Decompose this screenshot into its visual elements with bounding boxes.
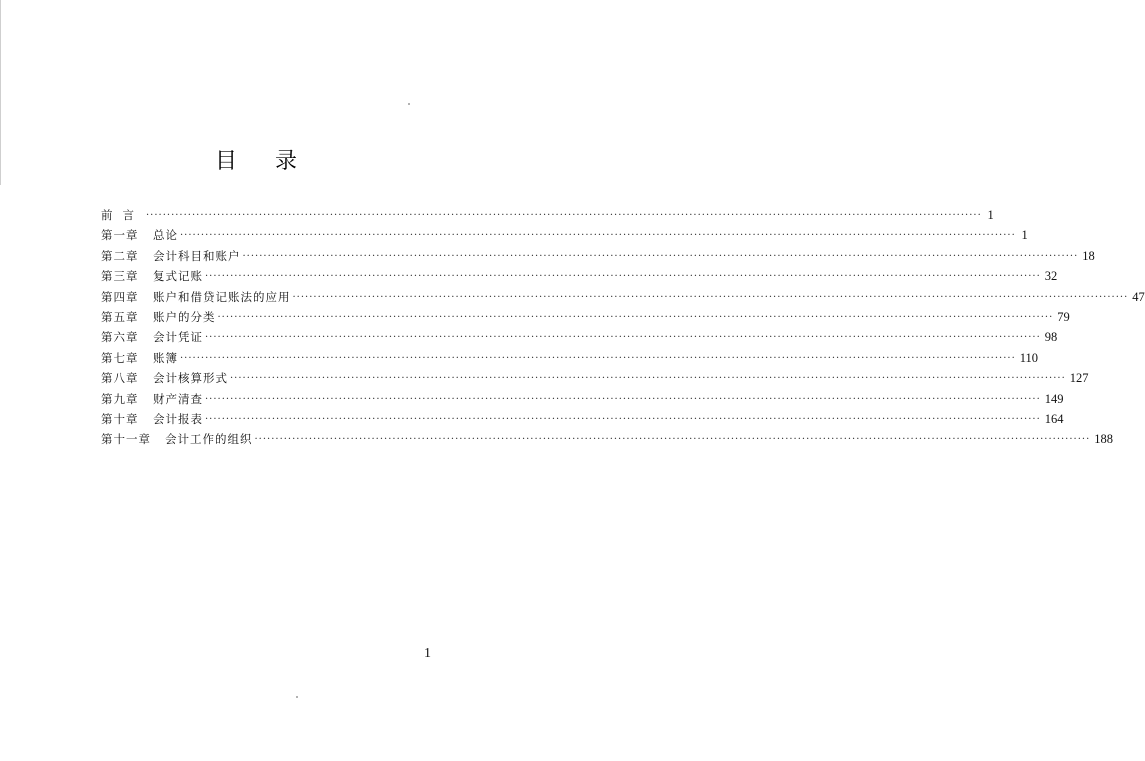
page-title bbox=[0, 145, 505, 179]
toc-entry bbox=[101, 248, 1095, 268]
toc-leader-dots: ········································································································································································································ bbox=[180, 352, 1016, 364]
toc-chapter-label: 第五章 bbox=[101, 309, 139, 324]
toc-chapter-title: 会计核算形式 bbox=[153, 371, 228, 386]
toc-chapter-title: 财产清查 bbox=[153, 391, 203, 406]
toc-entry bbox=[101, 309, 1070, 329]
toc-leader-dots: ········································································································································································································ bbox=[205, 332, 1041, 344]
page-number: 1 bbox=[424, 646, 431, 661]
toc-entry bbox=[101, 268, 1058, 288]
toc-chapter-label: 第七章 bbox=[101, 350, 139, 365]
toc-chapter-label: 第十章 bbox=[101, 411, 139, 426]
title-char-1: 目 bbox=[215, 149, 238, 174]
toc-leader-dots: ········································································································································································································ bbox=[292, 291, 1129, 303]
toc-chapter-label: 第二章 bbox=[101, 248, 139, 263]
toc-chapter-label: 第九章 bbox=[101, 391, 139, 406]
toc-leader-dots: ········································································································································································································ bbox=[205, 393, 1041, 405]
toc-page-number: 188 bbox=[1094, 432, 1113, 447]
toc-page-number: 149 bbox=[1044, 391, 1064, 406]
toc-leader-dots: ········································································································································································································ bbox=[205, 413, 1041, 425]
toc-chapter-title: 复式记账 bbox=[153, 269, 203, 284]
scan-speck bbox=[408, 103, 410, 105]
toc-entry bbox=[101, 431, 1113, 451]
toc-chapter-title: 会计工作的组织 bbox=[165, 432, 253, 447]
toc-page-number: 164 bbox=[1044, 411, 1064, 426]
scan-speck bbox=[296, 696, 298, 698]
toc-leader-dots: ········································································································································································································ bbox=[230, 373, 1066, 385]
toc-entry bbox=[101, 227, 1028, 247]
toc-entry bbox=[101, 329, 1058, 349]
toc-page-number: 79 bbox=[1057, 309, 1070, 324]
toc-entry bbox=[101, 289, 1145, 309]
toc-chapter-title: 会计凭证 bbox=[153, 330, 203, 345]
toc-page-number: 32 bbox=[1044, 269, 1058, 284]
toc-chapter-label: 第一章 bbox=[101, 228, 139, 243]
toc-entry bbox=[101, 370, 1089, 390]
toc-chapter-title: 账户的分类 bbox=[153, 309, 216, 324]
toc-chapter-title: 账簿 bbox=[153, 350, 178, 365]
toc-page-number: 18 bbox=[1082, 248, 1095, 263]
toc-page-number: 1 bbox=[1021, 228, 1028, 243]
toc-chapter-label: 第四章 bbox=[101, 289, 139, 304]
toc-chapter-label: 第十一章 bbox=[101, 432, 151, 447]
toc-page-number: 1 bbox=[987, 208, 994, 222]
toc-chapter-label: 第八章 bbox=[101, 371, 139, 386]
toc-page-number: 110 bbox=[1019, 350, 1039, 365]
toc-page-number: 98 bbox=[1044, 330, 1058, 345]
toc-entry bbox=[101, 391, 1064, 411]
toc-chapter-label: 第六章 bbox=[101, 330, 139, 345]
toc-chapter-title: 账户和借贷记账法的应用 bbox=[153, 289, 291, 304]
toc-leader-dots: ········································································································································································································ bbox=[217, 311, 1054, 323]
title-char-2: 录 bbox=[275, 149, 298, 174]
toc-chapter-title: 会计报表 bbox=[153, 411, 203, 426]
toc-chapter-title: 总论 bbox=[153, 228, 178, 243]
toc-leader-dots: ········································································································································································································ bbox=[242, 250, 1079, 262]
table-of-contents bbox=[101, 207, 1145, 452]
toc-entry bbox=[101, 207, 994, 227]
toc-leader-dots: ········································································································································································································ bbox=[180, 230, 1016, 242]
toc-entry bbox=[101, 350, 1039, 370]
toc-chapter-title: 会计科目和账户 bbox=[153, 248, 241, 263]
toc-leader-dots: ········································································································································································································ bbox=[205, 271, 1041, 283]
toc-entry bbox=[101, 411, 1064, 431]
toc-page-number: 127 bbox=[1069, 371, 1089, 386]
toc-chapter-label: 第三章 bbox=[101, 269, 139, 284]
toc-chapter-label: 前言 bbox=[101, 208, 144, 222]
toc-leader-dots: ········································································································································································································ bbox=[146, 210, 982, 221]
toc-leader-dots: ········································································································································································································ bbox=[254, 434, 1091, 446]
toc-page-number: 47 bbox=[1132, 289, 1145, 304]
